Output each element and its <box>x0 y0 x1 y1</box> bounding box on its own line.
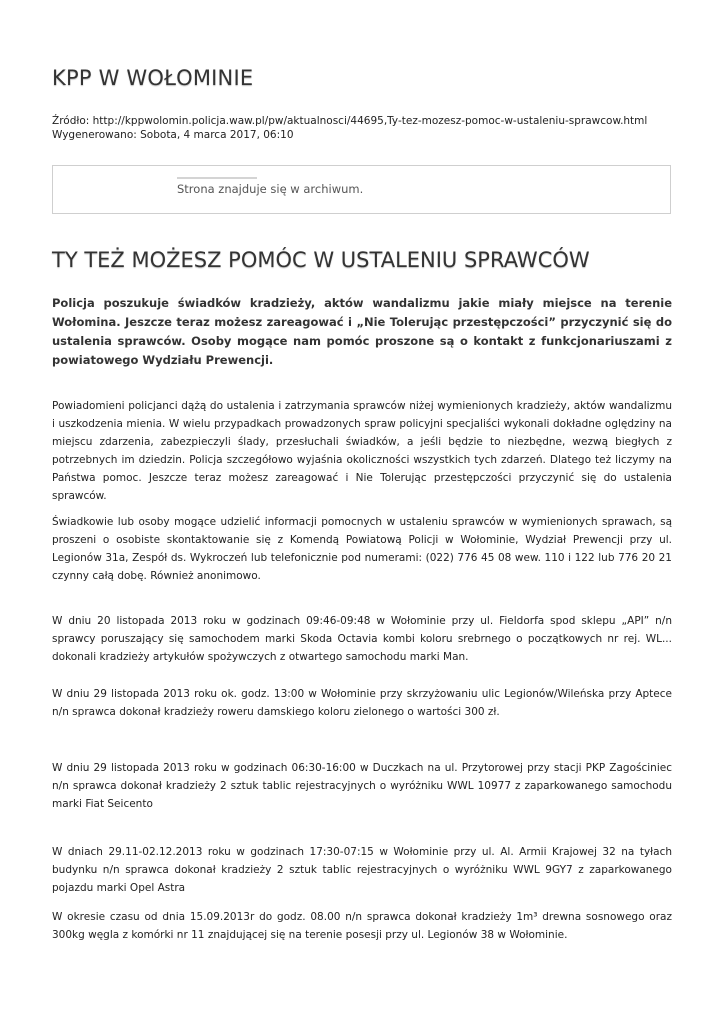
archive-divider <box>177 177 257 179</box>
article-paragraph: W dniach 29.11-02.12.2013 roku w godzinach 17:30-07:15 w Wołominie przy ul. Al. Armii Krajowej 32 na tyłach budynku n/n sprawca dokonał kradzieży 2 sztuk tablic rejestracyjnych o wyróżniku WWL 9GY7 z zaparkowanego pojazdu marki Opel Astra <box>52 846 672 894</box>
article-paragraph: W dniu 29 listopada 2013 roku ok. godz. 13:00 w Wołominie przy skrzyżowaniu ulic Legionów/Wileńska przy Aptece n/n sprawca dokonał kradzieży roweru damskiego koloru zielonego o wartości 300 zł. <box>52 688 672 718</box>
article-title: TY TEŻ MOŻESZ POMÓC W USTALENIU SPRAWCÓW <box>52 248 590 272</box>
archive-notice: Strona znajduje się w archiwum. <box>177 182 364 196</box>
source-url: Źródło: http://kppwolomin.policja.waw.pl/pw/aktualnosci/44695,Ty-tez-mozesz-pomoc-w-ustaleniu-sprawcow.html <box>52 115 648 127</box>
article-paragraph: Świadkowie lub osoby mogące udzielić informacji pomocnych w ustaleniu sprawców w wymienionych sprawach, są proszeni o osobiste skontaktowanie się z Komendą Powiatową Policji w Wołominie, Wydział Prewencji przy ul. Legionów 31a, Zespół ds. Wykroczeń lub telefonicznie pod numerami: (022) 776 45 08 wew. 110 i 122 lub 776 20 21 czynny całą dobę. Również anonimowo. <box>52 516 672 582</box>
article-paragraph: W dniu 29 listopada 2013 roku w godzinach 06:30-16:00 w Duczkach na ul. Przytorowej przy stacji PKP Zagościniec n/n sprawca dokonał kradzieży 2 sztuk tablic rejestracyjnych o wyróżniku WWL 10977 z zaparkowanego samochodu marki Fiat Seicento <box>52 762 672 810</box>
article-paragraph: W okresie czasu od dnia 15.09.2013r do godz. 08.00 n/n sprawca dokonał kradzieży 1m³ drewna sosnowego oraz 300kg węgla z komórki nr 11 znajdującej się na terenie posesji przy ul. Legionów 38 w Wołominie. <box>52 911 672 941</box>
article-paragraph: W dniu 20 listopada 2013 roku w godzinach 09:46-09:48 w Wołominie przy ul. Fieldorfa spod sklepu „API” n/n sprawcy poruszający się samochodem marki Skoda Octavia kombi koloru srebrnego o początkowych nr rej. WL... dokonali kradzieży artykułów spożywczych z otwartego samochodu marki Man. <box>52 615 672 663</box>
archive-notice-box <box>52 165 671 214</box>
generated-date: Wygenerowano: Sobota, 4 marca 2017, 06:10 <box>52 129 294 141</box>
document-meta <box>52 114 647 142</box>
site-title: KPP W WOŁOMINIE <box>52 66 254 90</box>
article-paragraph: Powiadomieni policjanci dążą do ustalenia i zatrzymania sprawców niżej wymienionych kradzieży, aktów wandalizmu i uszkodzenia mienia. W wielu przypadkach prowadzonych spraw policyjni specjaliści wykonali dokładne oględziny na miejscu zdarzenia, zabezpieczyli ślady, przesłuchali świadków, a jeśli będzie to niezbędne, wezwą biegłych z potrzebnych im dziedzin. Policja szczegółowo wyjaśnia okoliczności wszystkich tych zdarzeń. Dlatego też liczymy na Państwa pomoc. Jeszcze teraz możesz zareagować i Nie Tolerując przestępczości przyczynić się do ustalenia sprawców. <box>52 400 672 502</box>
article-lead: Policja poszukuje świadków kradzieży, aktów wandalizmu jakie miały miejsce na terenie Wołomina. Jeszcze teraz możesz zareagować i „Nie Tolerując przestępczości” przyczynić się do ustalenia sprawców. Osoby mogące nam pomóc proszone są o kontakt z funkcjonariuszami z powiatowego Wydziału Prewencji. <box>52 296 672 367</box>
